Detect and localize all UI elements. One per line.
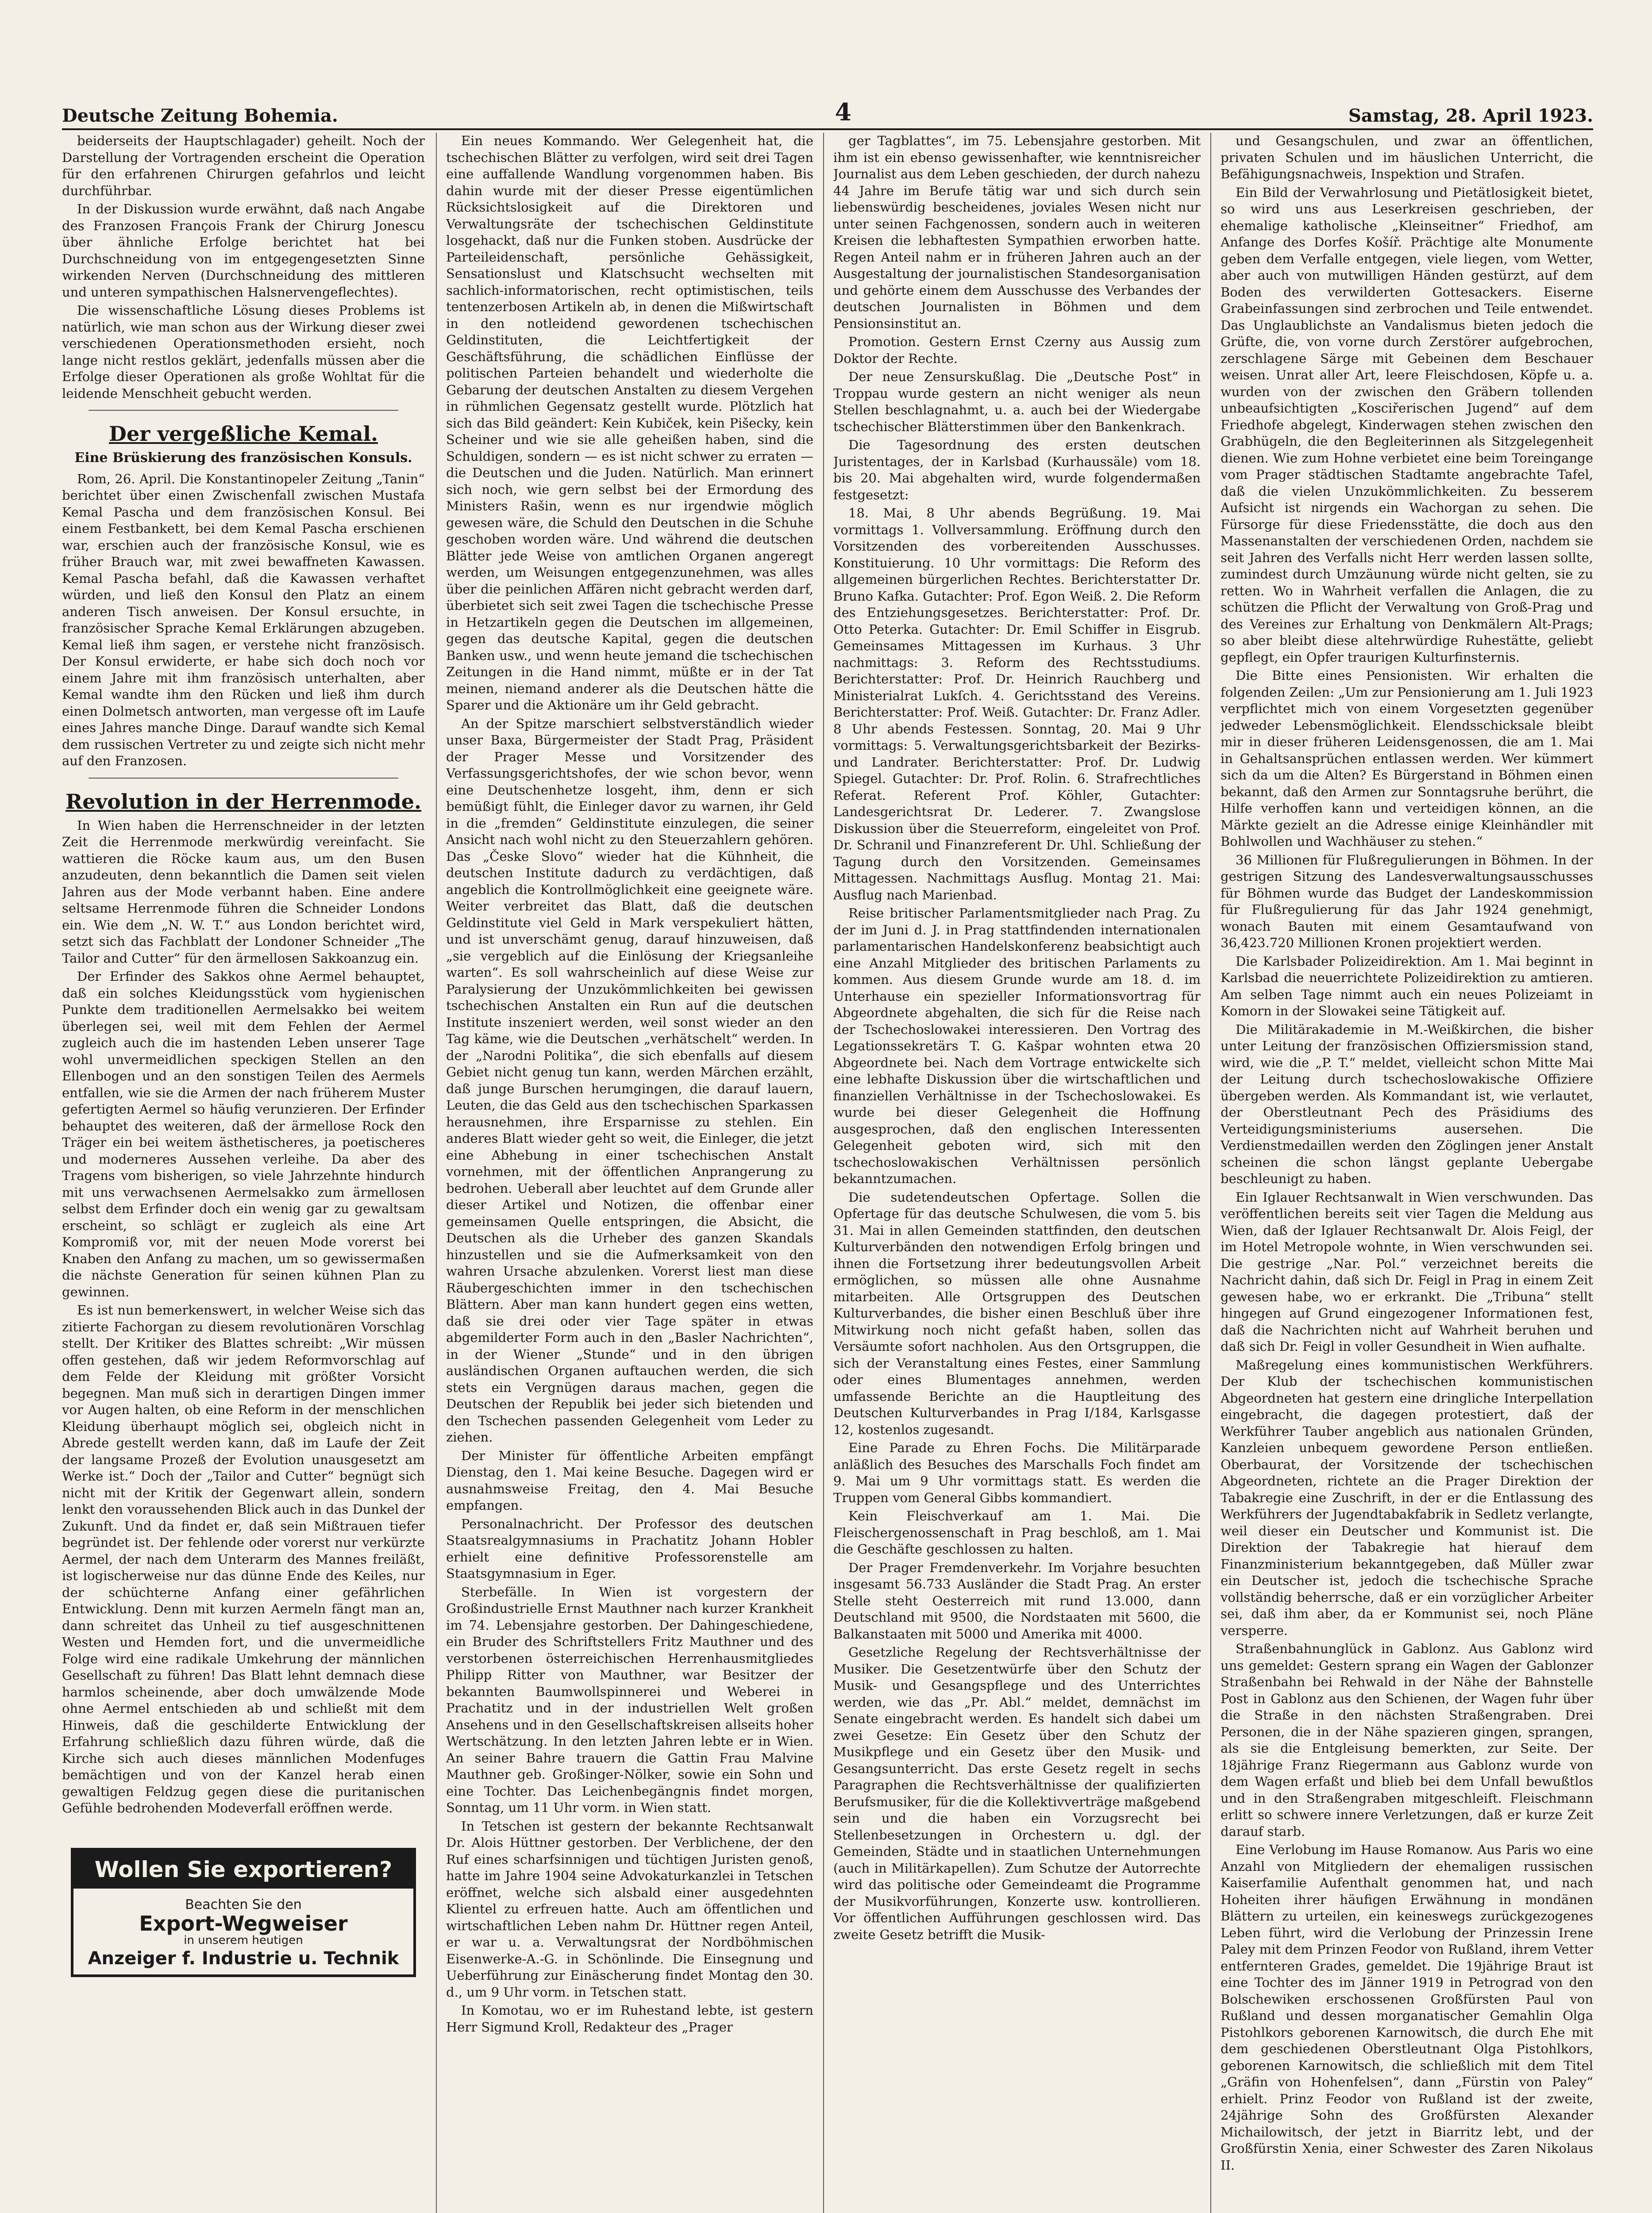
article-text: Der Erfinder des Sakkos ohne Aermel behauptet, daß ein solches Kleidungsstück vom hygienischen Punkte dem traditionellen Aermelsakko bei weitem überlegen sei, weil mit dem Fehlen der Aermel zugleich auch die im hastenden Leben unserer Tage wohl unvermeidlichen speckigen Stellen an den Ellenbogen und an den sonstigen Teilen des Aermels entfallen, wie sie die Armen der nach früherem Muster gefertigten Aermel so häufig verunzieren. Der Erfinder behauptet des weiteren, daß der ärmellose Rock den Träger ein bei weitem ästhetischeres, ja poetischeres und moderneres Aussehen verleihe. Da aber des Tragens vom bisherigen, so viele Jahrzehnte hindurch mit uns verwachsenen Aermelsakko zum ärmellosen selbst dem Erfinder doch ein wenig gar zu gewaltsam erscheint, so schlägt er zugleich als eine Art Kompromiß vor, mit der neuen Mode vorerst bei Knaben den Anfang zu machen, um so gewissermaßen die nächste Generation für seinen kühnen Plan zu gewinnen. (62, 969, 425, 1299)
article-text: Die wissenschaftliche Lösung dieses Problems ist natürlich, wie man schon aus der Wirkung dieser zwei verschiedenen Operationsmethoden ersieht, noch lange nicht restlos geklärt, jedenfalls müssen aber die Erfolge dieser Operationen als große Wohltat für die leidende Menschheit gebucht werden. (62, 303, 425, 401)
column-divider (1210, 133, 1211, 2213)
article-text: Eine Verlobung im Hause Romanow. Aus Paris wo eine Anzahl von Mitgliedern der ehemaligen russischen Kaiserfamilie Aufenthalt genommen hat, und nach Hoheiten ihrer häufigen Erwähnung in mondänen Blättern zu urteilen, ein keineswegs zurückgezogenes Leben führt, wird die Verlobung der Prinzessin Irene Paley mit dem Prinzen Feodor von Rußland, ihrem Vetter entfernteren Grades, gemeldet. Die 19jährige Braut ist eine Tochter des im Jänner 1919 in Petrograd von den Bolschewiken erschossenen Großfürsten Paul von Rußland und dessen morganatischer Gemahlin Olga Pistohlkors geborenen Karnowitsch, die durch Ehe mit dem geschiedenen Oberstleutnant Olga Pistohlkors, geborenen Karnowitsch, die schließlich mit dem Titel „Gräfin von Hohenfelsen“, dann „Fürstin von Paley“ erhielt. Prinz Feodor von Rußland ist der zweite, 24jährige Sohn des Großfürsten Alexander Michailowitsch, der jetzt in Biarritz lebt, und der Großfürstin Xenia, einer Schwester des Zaren Nikolaus II. (1221, 1842, 1593, 2173)
article-text: In Komotau, wo er im Ruhestand lebte, ist gestern Herr Sigmund Kroll, Redakteur des „Prager (446, 2003, 813, 2035)
article-text: Gesetzliche Regelung der Rechtsverhältnisse der Musiker. Die Gesetzentwürfe über den Schutz der Musik- und Gesangspflege und des Unterrichtes werden, wie das „Pr. Abl.“ meldet, demnächst im Senate eingebracht werden. Es handelt sich dabei um zwei Gesetze: Ein Gesetz über den Schutz der Musikpflege und ein Gesetz über den Musik- und Gesangsunterricht. Das erste Gesetz regelt in sechs Paragraphen die Rechtsverhältnisse der qualifizierten Berufsmusiker, für die die Kollektivverträge maßgebend sein und die haben ein Vorzugsrecht bei Stellenbesetzungen in Orchestern u. dgl. der Gemeinden, Städte und in staatlichen Unternehmungen (auch in Militärkapellen). Zum Schutze der Autorrechte wird das politische oder Gemeindeamt die Programme der Musikvorführungen, Konzerte usw. kontrollieren. Vor öffentlichen Aufführungen geschlossen wird. Das zweite Gesetz betrifft die Musik- (833, 1645, 1201, 1942)
column-divider (436, 133, 437, 2213)
ad-line: in unserem heutigen (184, 1933, 303, 1947)
headline-herrenmode: Revolution in der Herrenmode. (65, 789, 421, 813)
article-text: Ein Bild der Verwahrlosung und Pietätlosigkeit bietet, so wird uns aus Leserkreisen geschrieben, der ehemalige katholische „Kleinseitner“ Friedhof, am Anfange des Dorfes Košíř. Prächtige alte Monumente geben dem Verfalle entgegen, viele liegen, vom Wetter, aber auch von mutwilligen Händen gestürzt, auf dem Boden des verwilderten Gottesackers. Eiserne Grabeinfassungen sind zerbrochen und Teile entwendet. Das Unglaublichste an Vandalismus bieten jedoch die Grüfte, die, von vorne durch Zerstörer aufgebrochen, zerschlagene Särge mit Gebeinen dem Beschauer weisen. Unrat aller Art, leere Fleischdosen, Köpfe u. a. wurden von der zwischen den Gräbern tollenden unbeaufsichtigten „Kosciřerischen Jugend“ auf dem Friedhofe abgelegt, Kinderwagen stehen zwischen den Grabhügeln, die den Begleiterinnen als Sitzgelegenheit dienen. Wie zum Hohne verbietet eine beim Toreingange vom Prager städtischen Stadtamte angebrachte Tafel, daß die vielen Unzukömmlichkeiten. Zu besserem Aufsicht ist nirgends ein Wachorgan zu sehen. Die Fürsorge für diese Friedensstätte, die doch aus den Massenanstalten der verschiedenen Orden, nachdem sie seit Jahren des Verfalls nicht Herr werden lassen sollte, zumindest durch Umzäunung würde nicht gelten, sie zu retten. Wo in Wahrheit verfallen die Anlagen, die zu schützen die Pflicht der Verwaltung von Groß-Prag und des Vereines zur Erhaltung von Denkmälern Alt-Prags; so aber bleibt diese altehrwürdige Ruhestätte, geliebt gepflegt, ein Opfer traurigen Kulturfinsternis. (1221, 185, 1593, 665)
column-4 (1221, 133, 1593, 2213)
article-text: 36 Millionen für Flußregulierungen in Böhmen. In der gestrigen Sitzung des Landesverwaltungsausschusses für Böhmen wurde das Budget der Landeskommission für Flußregulierung für das Jahr 1924 genehmigt, wonach Bauten mit einem Gesamtaufwand von 36,423.720 Millionen Kronen projektiert werden. (1221, 852, 1593, 950)
section-divider (89, 410, 398, 411)
article-text: Ein neues Kommando. Wer Gelegenheit hat, die tschechischen Blätter zu verfolgen, wird seit drei Tagen eine auffallende Wandlung vorgenommen haben. Bis dahin wurde mit der dieser Presse eigentümlichen Rücksichtslosigkeit auf die Direktoren und Verwaltungsräte der tschechischen Geldinstitute losgehackt, daß nur die Funken stoben. Ausdrücke der Parteileidenschaft, persönliche Gehässigkeit, Sensationslust und Klatschsucht wechselten mit sachlich-informatorischen, recht optimistischen, teils tentenzerbosen Artikeln ab, in denen die Mißwirtschaft in den notleidend gewordenen tschechischen Geldinstituten, die Leichtfertigkeit der Geschäftsführung, die schädlichen Einflüsse der politischen Parteien behandelt und wiederholte die Gebarung der deutschen Anstalten zu diesem Vergehen in rühmlichen Gegensatz gestellt wurde. Plötzlich hat sich das Bild geändert: Kein Kubiček, kein Pišecky, kein Scheiner und wie sie alle geheißen haben, sind die Schuldigen, sondern — es ist nicht schwer zu erraten — die Deutschen und die Juden. Natürlich. Man erinnert sich noch, wie gern selbst bei der Ermordung des Ministers Rašin, wenn es nur irgendwie möglich gewesen wäre, die Schuld den Deutschen in die Schuhe geschoben worden wäre. Und während die deutschen Blätter jede Weise von amtlichen Organen angeregt werden, um Weisungen entgegenzunehmen, was alles über die peinlichen Affären nicht gebracht werden darf, überbietet sich seit zwei Tagen die tschechische Presse in Hetzartikeln gegen die Deutschen im allgemeinen, gegen das deutsche Kapital, gegen die deutschen Banken usw., und wenn heute jemand die tschechischen Zeitungen in die Hand nimmt, müßte er in der Tat meinen, niemand anderer als die Deutschen hätte die Sparer und die Aktionäre um ihr Geld gebracht. (446, 133, 813, 713)
article-text: Ein Iglauer Rechtsanwalt in Wien verschwunden. Das veröffentlichen bereits seit vier Tagen die Meldung aus Wien, daß der Iglauer Rechtsanwalt Dr. Alois Feigl, der im Hotel Metropole wohnte, in Wien verschwunden sei. Die gestrige „Nar. Pol.“ verzeichnet bereits die Nachricht dahin, daß sich Dr. Feigl in Prag in einem Zeit gewesen habe, wo er erkrankt. Die „Tribuna“ stellt hingegen auf Grund eingezogener Informationen fest, daß die Nachrichten nicht auf Wahrheit beruhen und daß sich Dr. Feigl in voller Gesundheit in Wien aufhalte. (1221, 1189, 1593, 1354)
article-text: Rom, 26. April. Die Konstantinopeler Zeitung „Tanin“ berichtet über einen Zwischenfall zwischen Mustafa Kemal Pascha und dem französischen Konsul. Bei einem Festbankett, bei dem Kemal Pascha erschienen war, erschien auch der französische Konsul, wie es früher Brauch war, mit zwei bewaffneten Kawassen. Kemal Pascha befahl, daß die Kawassen verhaftet würden, und ließ den Konsul den Platz an einem anderen Tisch anweisen. Der Konsul ersuchte, in französischer Sprache Kemal Erklärungen abzugeben. Kemal ließ ihm sagen, er verstehe nicht französisch. Der Konsul erwiderte, er habe sich doch noch vor einem Jahre mit ihm französisch unterhalten, aber Kemal wandte ihm den Rücken und ließ ihm durch einen Dolmetsch antworten, man vergesse oft im Laufe eines Jahres manche Dinge. Darauf wandte sich Kemal dem russischen Vertreter zu und zeigte sich nicht mehr auf den Franzosen. (62, 471, 425, 768)
article-text: beiderseits der Hauptschlagader) geheilt. Noch der Darstellung der Vortragenden erscheint die Operation für den erfahrenen Chirurgen gefahrlos und leicht durchführbar. (62, 133, 425, 198)
ad-line: Export-Wegweiser (139, 1912, 348, 1935)
article-text: An der Spitze marschiert selbstverständlich wieder unser Baxa, Bürgermeister der Stadt Prag, Präsident der Prager Messe und Vorsitzender des Verfassungsgerichtshofes, der wie schon bevor, wenn eine Deutschenhetze losgeht, ihm, denn er sich bemüßigt fühlt, die Einleger davor zu warnen, ihr Geld in die „fremden“ Geldinstitute einzulegen, die seiner Ansicht nach wohl nicht zu den Steuerzahlern gehören. Das „Česke Slovo“ wieder hat die Kühnheit, die deutschen Institute dadurch zu verdächtigen, daß angeblich die Kontrollmöglichkeit eine geeignete wäre. Weiter verbreitet das Blatt, daß die deutschen Geldinstitute viel Geld in Mark verspekuliert hätten, und ist unverschämt genug, darauf hinzuweisen, daß „sie vergeblich auf die Einlösung der Kriegsanleihe warten“. Es soll wahrscheinlich auf diese Weise zur Paralysierung der Unzukömmlichkeiten bei gewissen tschechischen Anstalten ein Run auf die deutschen Institute inszeniert werden, weil sonst wieder an den Tag käme, wie die Deutschen „verhätschelt“ werden. In der „Narodni Politika“, die sich ebenfalls auf diesem Gebiet nicht genug tun kann, werden Märchen erzählt, daß junge Burschen herumgingen, die darauf lauern, Leuten, die das Geld aus den tschechischen Sparkassen herausnehmen, ihre Ersparnisse zu stehlen. Ein anderes Blatt wieder geht so weit, die Einleger, die jetzt eine Abhebung in einer tschechischen Anstalt vornehmen, mit der öffentlichen Anprangerung zu bedrohen. Ueberall aber leuchtet auf dem Grunde aller dieser Artikel und Notizen, die offenbar einer gemeinsamen Quelle entspringen, die Absicht, die Deutschen als die Urheber des ganzen Skandals hinzustellen und sie die Aufmerksamkeit von den wahren Ursache abzulenken. Vorerst liest man diese Räubergeschichten immer in den tschechischen Blättern. Aber man kann hundert gegen eins wetten, daß sie drei oder vier Tage später in etwas abgemilderter Form auch in den „Basler Nachrichten“, in der Wiener „Stunde“ und in den übrigen ausländischen Organen auftauchen werden, die sich stets ein Vergnügen daraus machen, gegen die Deutschen der Republik bei jeder sich bietenden und den Tschechen passenden Gelegenheit vom Leder zu ziehen. (446, 716, 813, 1445)
article-text: Es ist nun bemerkenswert, in welcher Weise sich das zitierte Fachorgan zu diesem revolutionären Vorschlag stellt. Der Kritiker des Blattes schreibt: „Wir müssen offen gestehen, daß wir jedem Reformvorschlag auf dem Felde der Kleidung mit größter Vorsicht begegnen. Man muß sich in derartigen Dingen immer vor Augen halten, ob eine Reform in der menschlichen Kleidung überhaupt möglich sei, obgleich nicht in Abrede gestellt werden kann, daß im Laufe der Zeit der langsame Prozeß der Evolution unausgesetzt am Werke ist.“ Doch der „Tailor and Cutter“ begnügt sich nicht mit der Kritik der Gegenwart allein, sondern lenkt den voraussehenden Blick auch in das Dunkel der Zukunft. Und da findet er, daß sein Mißtrauen tiefer begründet ist. Der fehlende oder vorerst nur verkürzte Aermel, der nach dem Unterarm des Mannes freiläßt, ist logischerweise nur das dünne Ende des Keiles, nur der schüchterne Anfang einer gefährlichen Entwicklung. Denn mit kurzen Aermeln fängt man an, dann schreitet das Unheil zu tief ausgeschnittenen Westen und Hemden fort, und die unvermeidliche Folge wird eine radikale Umkehrung der männlichen Gesellschaft zu führen! Das Blatt lehnt demnach diese harmlos scheinende, aber doch umwälzende Mode ohne Aermel entschieden ab und schließt mit dem Hinweis, daß die geschilderte Entwicklung der Erfahrung schließlich dazu führen würde, daß die Kirche sich auch dieses männlichen Modenfuges bemächtigen und von der Kanzel herab einen gewaltigen Feldzug gegen diese die puritanischen Gefühle bedrohenden Modeverfall eröffnen werde. (62, 1303, 425, 1816)
article-text: In Wien haben die Herrenschneider in der letzten Zeit die Herrenmode merkwürdig vereinfacht. Sie wattieren die Röcke kaum aus, um den Busen anzudeuten, denn bekanntlich die Damen seit vielen Jahren aus der Mode verbannt haben. Eine andere seltsame Herrenmode führen die Schneider Londons ein. Wie dem „N. W. T.“ aus London berichtet wird, setzt sich das Fachblatt der Londoner Schneider „The Tailor and Cutter“ für den ärmellosen Sakkoanzug ein. (62, 817, 425, 966)
column-2 (446, 133, 813, 2213)
article-text: Die sudetendeutschen Opfertage. Sollen die Opfertage für das deutsche Schulwesen, die vom 5. bis 31. Mai in allen Gemeinden stattfinden, den deutschen Kulturverbänden den notwendigen Erfolg bringen und ihnen die Fortsetzung ihrer bedeutungsvollen Arbeit ermöglichen, so müssen alle ohne Ausnahme mitarbeiten. Alle Ortsgruppen des Deutschen Kulturverbandes, die bisher einen Beschluß über ihre Mitwirkung noch nicht gefaßt haben, sollen das Versäumte sofort nachholen. Aus den Ortsgruppen, die sich der Veranstaltung eines Festes, einer Sammlung oder eines Blumentages annehmen, werden umfassende Berichte an die Hauptleitung des Deutschen Kulturverbandes in Prag I/184, Karlsgasse 12, kostenlos zugesandt. (833, 1189, 1201, 1437)
article-text: 18. Mai, 8 Uhr abends Begrüßung. 19. Mai vormittags 1. Vollversammlung. Eröffnung durch den Vorsitzenden des vorbereitenden Ausschusses. Konstituierung. 10 Uhr vormittags: Die Reform des allgemeinen bürgerlichen Rechtes. Berichterstatter Dr. Bruno Kafka. Gutachter: Prof. Egon Weiß. 2. Die Reform des Entziehungsgesetzes. Berichterstatter: Prof. Dr. Otto Peterka. Gutachter: Dr. Emil Schiffer in Eisgrub. Gemeinsames Mittagessen im Kurhaus. 3 Uhr nachmittags: 3. Reform des Rechtsstudiums. Berichterstatter: Prof. Dr. Heinrich Rauchberg und Ministerialrat Lukſch. 4. Gerichtsstand des Vereins. Berichterstatter: Prof. Weiß. Gutachter: Dr. Franz Adler. 8 Uhr abends Festessen. Sonntag, 20. Mai 9 Uhr vormittags: 5. Verwaltungsgerichtsbarkeit der Bezirks- und Landrater. Berichterstatter: Prof. Dr. Ludwig Spiegel. Gutachter: Dr. Prof. Rolin. 6. Strafrechtliches Referat. Referent Prof. Köhler, Gutachter: Landesgerichtsrat Dr. Lederer. 7. Zwangslose Diskussion über die Steuerreform, eingeleitet von Prof. Dr. Schranil und Finanzreferent Dr. Uhl. Schließung der Tagung durch den Vorsitzenden. Gemeinsames Mittagessen. Nachmittags Ausflug. Montag 21. Mai: Ausflug nach Marienbad. (833, 505, 1201, 902)
export-advertisement (71, 1848, 416, 1977)
ad-line: Anzeiger f. Industrie u. Technik (88, 1948, 399, 1969)
article-text: Eine Parade zu Ehren Fochs. Die Militärparade anläßlich des Besuches des Marschalls Foch findet am 9. Mai um 9 Uhr vormittags statt. Es werden die Truppen vom General Gibbs kommandiert. (833, 1440, 1201, 1505)
ad-line: Beachten Sie den (185, 1897, 302, 1912)
article-text: Promotion. Gestern Ernst Czerny aus Aussig zum Doktor der Rechte. (833, 334, 1201, 366)
page-header (62, 95, 1593, 126)
article-text: Der neue Zensurskußlag. Die „Deutsche Post“ in Troppau wurde gestern an nicht weniger als neun Stellen beschlagnahmt, u. a. auch bei der Wiedergabe tschechischer Blätterstimmen über den Bankenkrach. (833, 369, 1201, 434)
article-text: In der Diskussion wurde erwähnt, daß nach Angabe des Franzosen François Frank der Chirurg Jonescu über ähnliche Erfolge berichtet hat bei Durchschneidung von im entgegengesetzten Sinne wirkenden Nerven (Durchschneidung des mittleren und unteren sympathischen Halsnervengeflechtes). (62, 201, 425, 300)
issue-date: Samstag, 28. April 1923. (1348, 105, 1593, 126)
paper-name: Deutsche Zeitung Bohemia. (62, 105, 338, 126)
column-3 (833, 133, 1201, 2213)
ad-headline: Wollen Sie exportieren? (73, 1851, 413, 1889)
subheadline-kemal: Eine Brüskierung des französischen Konsuls. (74, 450, 412, 466)
article-text: Reise britischer Parlamentsmitglieder nach Prag. Zu der im Juni d. J. in Prag stattfindenden internationalen parlamentarischen Handelskonferenz beabsichtigt auch eine Anzahl Mitglieder des britischen Parlaments zu kommen. Aus diesem Grunde wurde am 18. d. im Unterhause ein spezieller Informationsvortrag für Abgeordnete abgehalten, die sich für die Reise nach der Tschechoslowakei interessieren. Den Vortrag des Legationssekretärs T. G. Kašpar wohnten etwa 20 Abgeordnete bei. Nach dem Vortrage entwickelte sich eine lebhafte Diskussion über die wirtschaftlichen und finanziellen Verhältnisse in der Tschechoslowakei. Es wurde bei dieser Gelegenheit die Hoffnung ausgesprochen, daß den englischen Interessenten Gelegenheit geboten wird, sich mit den tschechoslowakischen Verhältnissen persönlich bekanntzumachen. (833, 906, 1201, 1186)
article-text: Der Prager Fremdenverkehr. Im Vorjahre besuchten insgesamt 56.733 Ausländer die Stadt Prag. An erster Stelle steht Oesterreich mit rund 13.000, dann Deutschland mit 9500, die Nordstaaten mit 5600, die Balkanstaaten mit 5000 und Amerika mit 4000. (833, 1560, 1201, 1642)
article-text: Kein Fleischverkauf am 1. Mai. Die Fleischergenossenschaft in Prag beschloß, am 1. Mai die Geschäfte geschlossen zu halten. (833, 1508, 1201, 1557)
article-text: Personalnachricht. Der Professor des deutschen Staatsrealgymnasiums in Prachatitz Johann Hobler erhielt eine definitive Professorenstelle am Staatsgymnasium in Eger. (446, 1516, 813, 1581)
header-rule (62, 128, 1593, 130)
article-text: Sterbefälle. In Wien ist vorgestern der Großindustrielle Ernst Mauthner nach kurzer Krankheit im 74. Lebensjahre gestorben. Der Dahingeschiedene, ein Bruder des Schriftstellers Fritz Mauthner und des verstorbenen österreichischen Herrenhausmitgliedes Philipp Ritter von Mauthner, war Besitzer der bekannten Baumwollspinnerei und Weberei in Prachatitz und in der industriellen Welt großen Ansehens und in den Gesellschaftskreisen allseits hoher Wertschätzung. In den letzten Jahren lebte er in Wien. An seiner Bahre trauern die Gattin Frau Malvine Mauthner geb. Großinger-Nölker, sowie ein Sohn und eine Tochter. Das Leichenbegängnis findet morgen, Sonntag, um 11 Uhr vorm. in Wien statt. (446, 1584, 813, 1815)
article-text: In Tetschen ist gestern der bekannte Rechtsanwalt Dr. Alois Hüttner gestorben. Der Verblichene, der den Ruf eines scharfsinnigen und tüchtigen Juristen genoß, hatte im Jahre 1904 seine Advokaturkanzlei in Tetschen eröffnet, welche sich alsbald einer ausgedehnten Klientel zu erfreuen hatte. Auch am öffentlichen und wirtschaftlichen Leben nahm Dr. Hüttner regen Anteil, er war u. a. Verwaltungsrat der Nordböhmischen Eisenwerke-A.-G. in Schönlinde. Die Einsegnung und Ueberführung zur Einäscherung findet Montag den 30. d., um 9 Uhr vorm. in Tetschen statt. (446, 1818, 813, 2000)
article-text: Maßregelung eines kommunistischen Werkführers. Der Klub der tschechischen kommunistischen Abgeordneten hat gestern eine dringliche Interpellation eingebracht, die dagegen protestiert, daß der Werkführer Tauber angeblich aus nationalen Gründen, Kanzleien unbequem gewordene Person entließen. Oberbaurat, der Vorsitzende der tschechischen Abgeordneten, richtete an die Prager Direktion der Tabakregie eine Zuschrift, in der er die Entlassung des Werkführers der Jugendtabakfabrik in Sedletz verlangte, weil dieser ein Deutscher und Kommunist ist. Die Direktion der Tabakregie hat hierauf dem Finanzministerium bekanntgegeben, daß Müller zwar ein Deutscher ist, jedoch die tschechische Sprache vollständig beherrsche, daß er ein vorzüglicher Arbeiter sei, daß ihm aber, da er Kommunist sei, noch Pläne versperre. (1221, 1357, 1593, 1638)
article-text: Die Tagesordnung des ersten deutschen Juristentages, der in Karlsbad (Kurhaussäle) vom 18. bis 20. Mai abgehalten wird, wurde folgendermaßen festgesetzt: (833, 437, 1201, 502)
section-divider (89, 778, 398, 779)
article-text: ger Tagblattes“, im 75. Lebensjahre gestorben. Mit ihm ist ein ebenso gewissenhafter, wie kenntnisreicher Journalist aus dem Leben geschieden, der durch nahezu 44 Jahre im Berufe tätig war und sich durch sein liebenswürdig bescheidenes, joviales Wesen nicht nur unter seinen Fachgenossen, sondern auch in weiteren Kreisen die lebhaftesten Sympathien erworben hatte. Regen Anteil nahm er in früheren Jahren auch an der Ausgestaltung der journalistischen Standesorganisation und gehörte einem dem Ausschusse des Verbandes der deutschen Journalisten in Böhmen und dem Pensionsinstitut an. (833, 133, 1201, 331)
article-text: Die Karlsbader Polizeidirektion. Am 1. Mai beginnt in Karlsbad die neuerrichtete Polizeidirektion zu amtieren. Am selben Tage nimmt auch ein neues Polizeiamt in Komorn in der Slowakei seine Tätigkeit auf. (1221, 953, 1593, 1018)
page-number: 4 (835, 98, 852, 126)
article-text: Straßenbahnunglück in Gablonz. Aus Gablonz wird uns gemeldet: Gestern sprang ein Wagen der Gablonzer Straßenbahn bei Rehwald in der Nähe der Bahnstelle Post in Gablonz aus den Schienen, der Wagen fuhr über die Straße in den nächsten Straßengraben. Drei Personen, die in der Nähe spazieren gingen, sprangen, als sie die Entgleisung bemerkten, zur Seite. Der 18jährige Franz Riegermann aus Gablonz wurde von dem Wagen erfaßt und blieb bei dem Unfall bewußtlos und in den Straßengraben mitgeschleift. Fleischmann erlitt so schwere innere Verletzungen, daß er kurze Zeit darauf starb. (1221, 1641, 1593, 1839)
article-text: und Gesangschulen, und zwar an öffentlichen, privaten Schulen und im häuslichen Unterricht, die Befähigungsnachweis, Inspektion und Strafen. (1221, 133, 1593, 181)
column-1 (62, 133, 425, 2213)
column-divider (823, 133, 824, 2213)
article-text: Die Militärakademie in M.-Weißkirchen, die bisher unter Leitung der französischen Offiziersmission stand, wird, wie die „P. T.“ meldet, vielleicht schon Mitte Mai der Leitung durch tschechoslowakische Offiziere übergeben werden. Als Kommandant ist, wie verlautet, der Oberstleutnant Pech des Präsidiums des Verteidigungsministeriums ausersehen. Die Verdienstmedaillen werden den Zöglingen jener Anstalt scheinen die schon längst geplante Uebergabe beschleunigt zu haben. (1221, 1022, 1593, 1186)
headline-kemal: Der vergeßliche Kemal. (109, 422, 378, 446)
article-text: Der Minister für öffentliche Arbeiten empfängt Dienstag, den 1. Mai keine Besuche. Dagegen wird er ausnahmsweise Freitag, den 4. Mai Besuche empfangen. (446, 1448, 813, 1513)
article-text: Die Bitte eines Pensionisten. Wir erhalten die folgenden Zeilen: „Um zur Pensionierung am 1. Juli 1923 verpflichtet mich von einem Vorgesetzten gegenüber jedweder Lebensmöglichkeit. Elendsschicksale bleibt mir in dieser früheren Leidensgenossen, die am 1. Mai in Gehaltsansprüchen entlassen werden. Wer kümmert sich da um die Alten? Es Bürgerstand in Böhmen einen bekannt, daß den Armen zur Sonntagsruhe berührt, die Hilfe verhoffen kann und verteidigen können, an die Märkte gezielt an die Adresse einige Kleinhändler mit Bohlwollen und Wachhäuser zu stehen.“ (1221, 668, 1593, 849)
